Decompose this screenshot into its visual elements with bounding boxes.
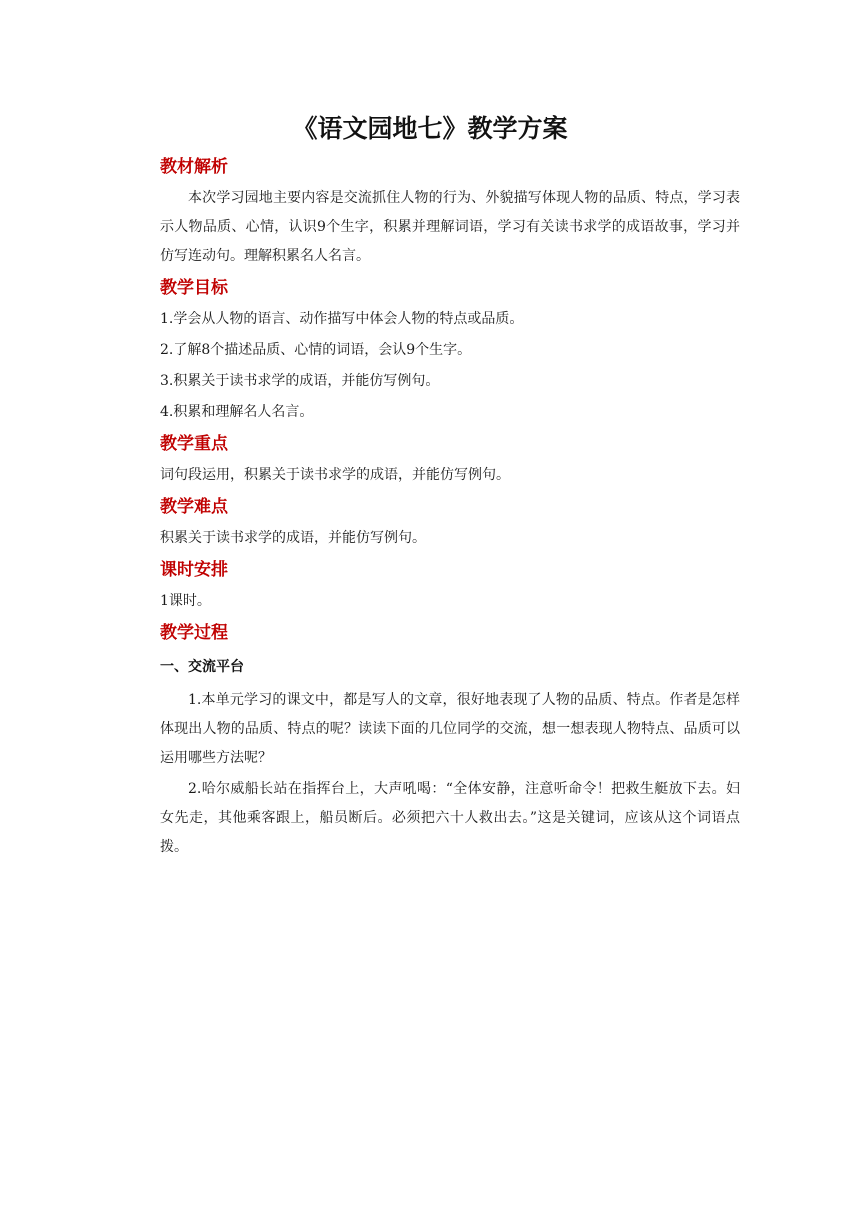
section-heading-teaching-process: 教学过程 — [160, 623, 228, 643]
document-body — [160, 152, 740, 864]
section-heading-textbook-analysis: 教材解析 — [160, 157, 228, 177]
section-heading-difficulties: 教学难点 — [160, 497, 228, 517]
key-points-text: 词句段运用，积累关于读书求学的成语，并能仿写例句。 — [160, 467, 510, 483]
section-heading-key-points: 教学重点 — [160, 434, 228, 454]
difficulties-text: 积累关于读书求学的成语，并能仿写例句。 — [160, 530, 426, 546]
process-paragraph-2: 2.哈尔威船长站在指挥台上，大声吼喝：“全体安静，注意听命令！把救生艇放下去。妇女先走，其他乘客跟上，船员断后。必须把六十人救出去。”这是关键词，应该从这个词语点拨。 — [160, 781, 740, 855]
schedule-text: 1课时。 — [160, 593, 211, 609]
goal-item-3: 3.积累关于读书求学的成语，并能仿写例句。 — [160, 373, 440, 389]
textbook-analysis-paragraph: 本次学习园地主要内容是交流抓住人物的行为、外貌描写体现人物的品质、特点，学习表示人物品质、心情，认识9个生字，积累并理解词语，学习有关读书求学的成语故事，学习并仿写连动句。理解积累名人名言。 — [160, 190, 740, 264]
goal-item-4: 4.积累和理解名人名言。 — [160, 404, 314, 420]
subheading-exchange-platform: 一、交流平台 — [160, 659, 244, 675]
section-heading-schedule: 课时安排 — [160, 560, 228, 580]
process-paragraph-1: 1.本单元学习的课文中，都是写人的文章，很好地表现了人物的品质、特点。作者是怎样体现出人物的品质、特点的呢？读读下面的几位同学的交流，想一想表现人物特点、品质可以运用哪些方法呢？ — [160, 692, 740, 766]
document-title: 《语文园地七》教学方案 — [292, 114, 568, 143]
section-heading-teaching-goals: 教学目标 — [160, 278, 228, 298]
goal-item-1: 1.学会从人物的语言、动作描写中体会人物的特点或品质。 — [160, 311, 524, 327]
goal-item-2: 2.了解8个描述品质、心情的词语，会认9个生字。 — [160, 342, 472, 358]
